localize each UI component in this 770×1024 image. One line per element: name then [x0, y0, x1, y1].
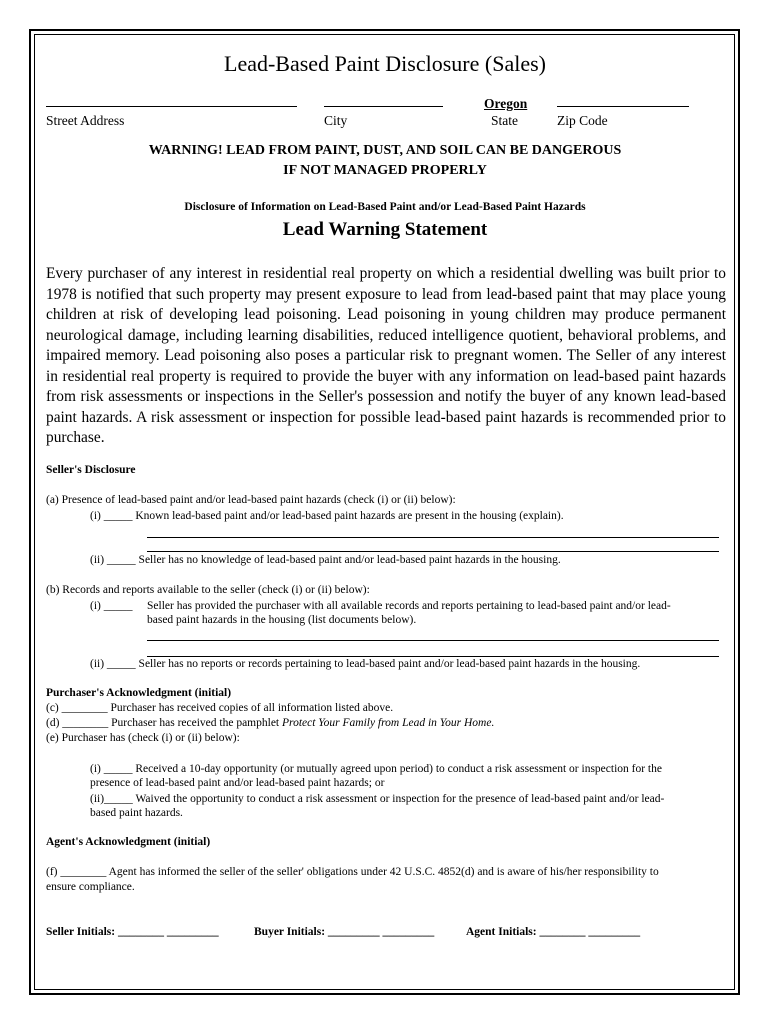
sellers-disclosure-heading: Seller's Disclosure [46, 464, 136, 476]
pamphlet-title: Protect Your Family from Lead in Your Home. [282, 717, 495, 729]
agent-initials[interactable]: Agent Initials: ________ _________ [466, 926, 641, 938]
item-e-i-line1[interactable]: (i) _____ Received a 10-day opportunity (or mutually agreed upon period) to conduct a risk assessment or inspection for the [90, 763, 662, 775]
item-a-ii[interactable]: (ii) _____ Seller has no knowledge of lead-based paint and/or lead-based paint hazards in the housing. [90, 554, 561, 566]
explain-line-2[interactable] [147, 551, 719, 552]
state-value: Oregon [484, 96, 528, 111]
item-e-i-line2: presence of lead-based paint and/or lead-based paint hazards; or [90, 777, 385, 789]
item-e-ii-line2: based paint hazards. [90, 807, 183, 819]
item-b-i-prefix[interactable]: (i) _____ [90, 600, 133, 612]
item-e-ii-line1[interactable]: (ii)_____ Waived the opportunity to conduct a risk assessment or inspection for the presence of lead-based paint and/or lead- [90, 793, 665, 805]
documents-line-2[interactable] [147, 656, 719, 657]
purchasers-ack-heading: Purchaser's Acknowledgment (initial) [46, 687, 232, 699]
document-title: Lead-Based Paint Disclosure (Sales) [224, 51, 546, 76]
disclosure-heading: Disclosure of Information on Lead-Based Paint and/or Lead-Based Paint Hazards [184, 201, 586, 213]
item-b-ii[interactable]: (ii) _____ Seller has no reports or records pertaining to lead-based paint and/or lead-based paint hazards in the housing. [90, 658, 641, 670]
buyer-initials[interactable]: Buyer Initials: _________ _________ [254, 926, 435, 938]
item-b-intro: (b) Records and reports available to the seller (check (i) or (ii) below): [46, 584, 370, 596]
lead-warning-heading: Lead Warning Statement [282, 219, 488, 240]
zip-code-line[interactable] [557, 106, 689, 107]
street-address-line[interactable] [46, 106, 297, 107]
lead-warning-statement: Every purchaser of any interest in residential real property on which a residential dwelling was built prior to 1978 is notified that such property may present exposure to lead from lead-based paint that may place young children at risk of developing lead poisoning. Lead poisoning in young children may produce permanent neurological damage, including learning disabilities, reduced intelligence quotient, behavioral problems, and impaired memory. Lead poisoning also poses a particular risk to pregnant women. The Seller of any interest in residential real property is required to provide the buyer with any information on lead-based paint hazards from risk assessments or inspections in the Seller's possession and notify the buyer of any known lead-based paint hazards. A risk assessment or inspection for possible lead-based paint hazards is recommended prior to purchase. [46, 265, 726, 446]
item-b-i-line2: based paint hazards in the housing (list documents below). [147, 614, 417, 626]
warning-line-2: IF NOT MANAGED PROPERLY [283, 163, 487, 178]
city-line[interactable] [324, 106, 443, 107]
item-d-text: (d) ________ Purchaser has received the pamphlet [46, 717, 282, 729]
item-a-i[interactable]: (i) _____ Known lead-based paint and/or lead-based paint hazards are present in the housing (explain). [90, 510, 564, 522]
item-a-intro: (a) Presence of lead-based paint and/or lead-based paint hazards (check (i) or (ii) below): [46, 494, 456, 506]
item-c[interactable]: (c) ________ Purchaser has received copies of all information listed above. [46, 702, 394, 714]
agents-ack-heading: Agent's Acknowledgment (initial) [46, 836, 211, 848]
seller-initials[interactable]: Seller Initials: ________ _________ [46, 926, 219, 938]
item-f-line1[interactable]: (f) ________ Agent has informed the seller of the seller' obligations under 42 U.S.C. 4852(d) and is aware of his/her responsibility to [46, 866, 659, 878]
state-label: State [491, 113, 518, 128]
warning-line-1: WARNING! LEAD FROM PAINT, DUST, AND SOIL CAN BE DANGEROUS [148, 143, 622, 158]
street-address-label: Street Address [46, 113, 125, 128]
item-f-line2: ensure compliance. [46, 881, 135, 893]
documents-line-1[interactable] [147, 640, 719, 641]
item-e-intro: (e) Purchaser has (check (i) or (ii) below): [46, 732, 240, 744]
explain-line-1[interactable] [147, 537, 719, 538]
item-d[interactable] [46, 717, 494, 729]
city-label: City [324, 113, 348, 128]
item-b-i-line1: Seller has provided the purchaser with all available records and reports pertaining to lead-based paint and/or lead- [147, 600, 671, 612]
zip-code-label: Zip Code [557, 113, 608, 128]
